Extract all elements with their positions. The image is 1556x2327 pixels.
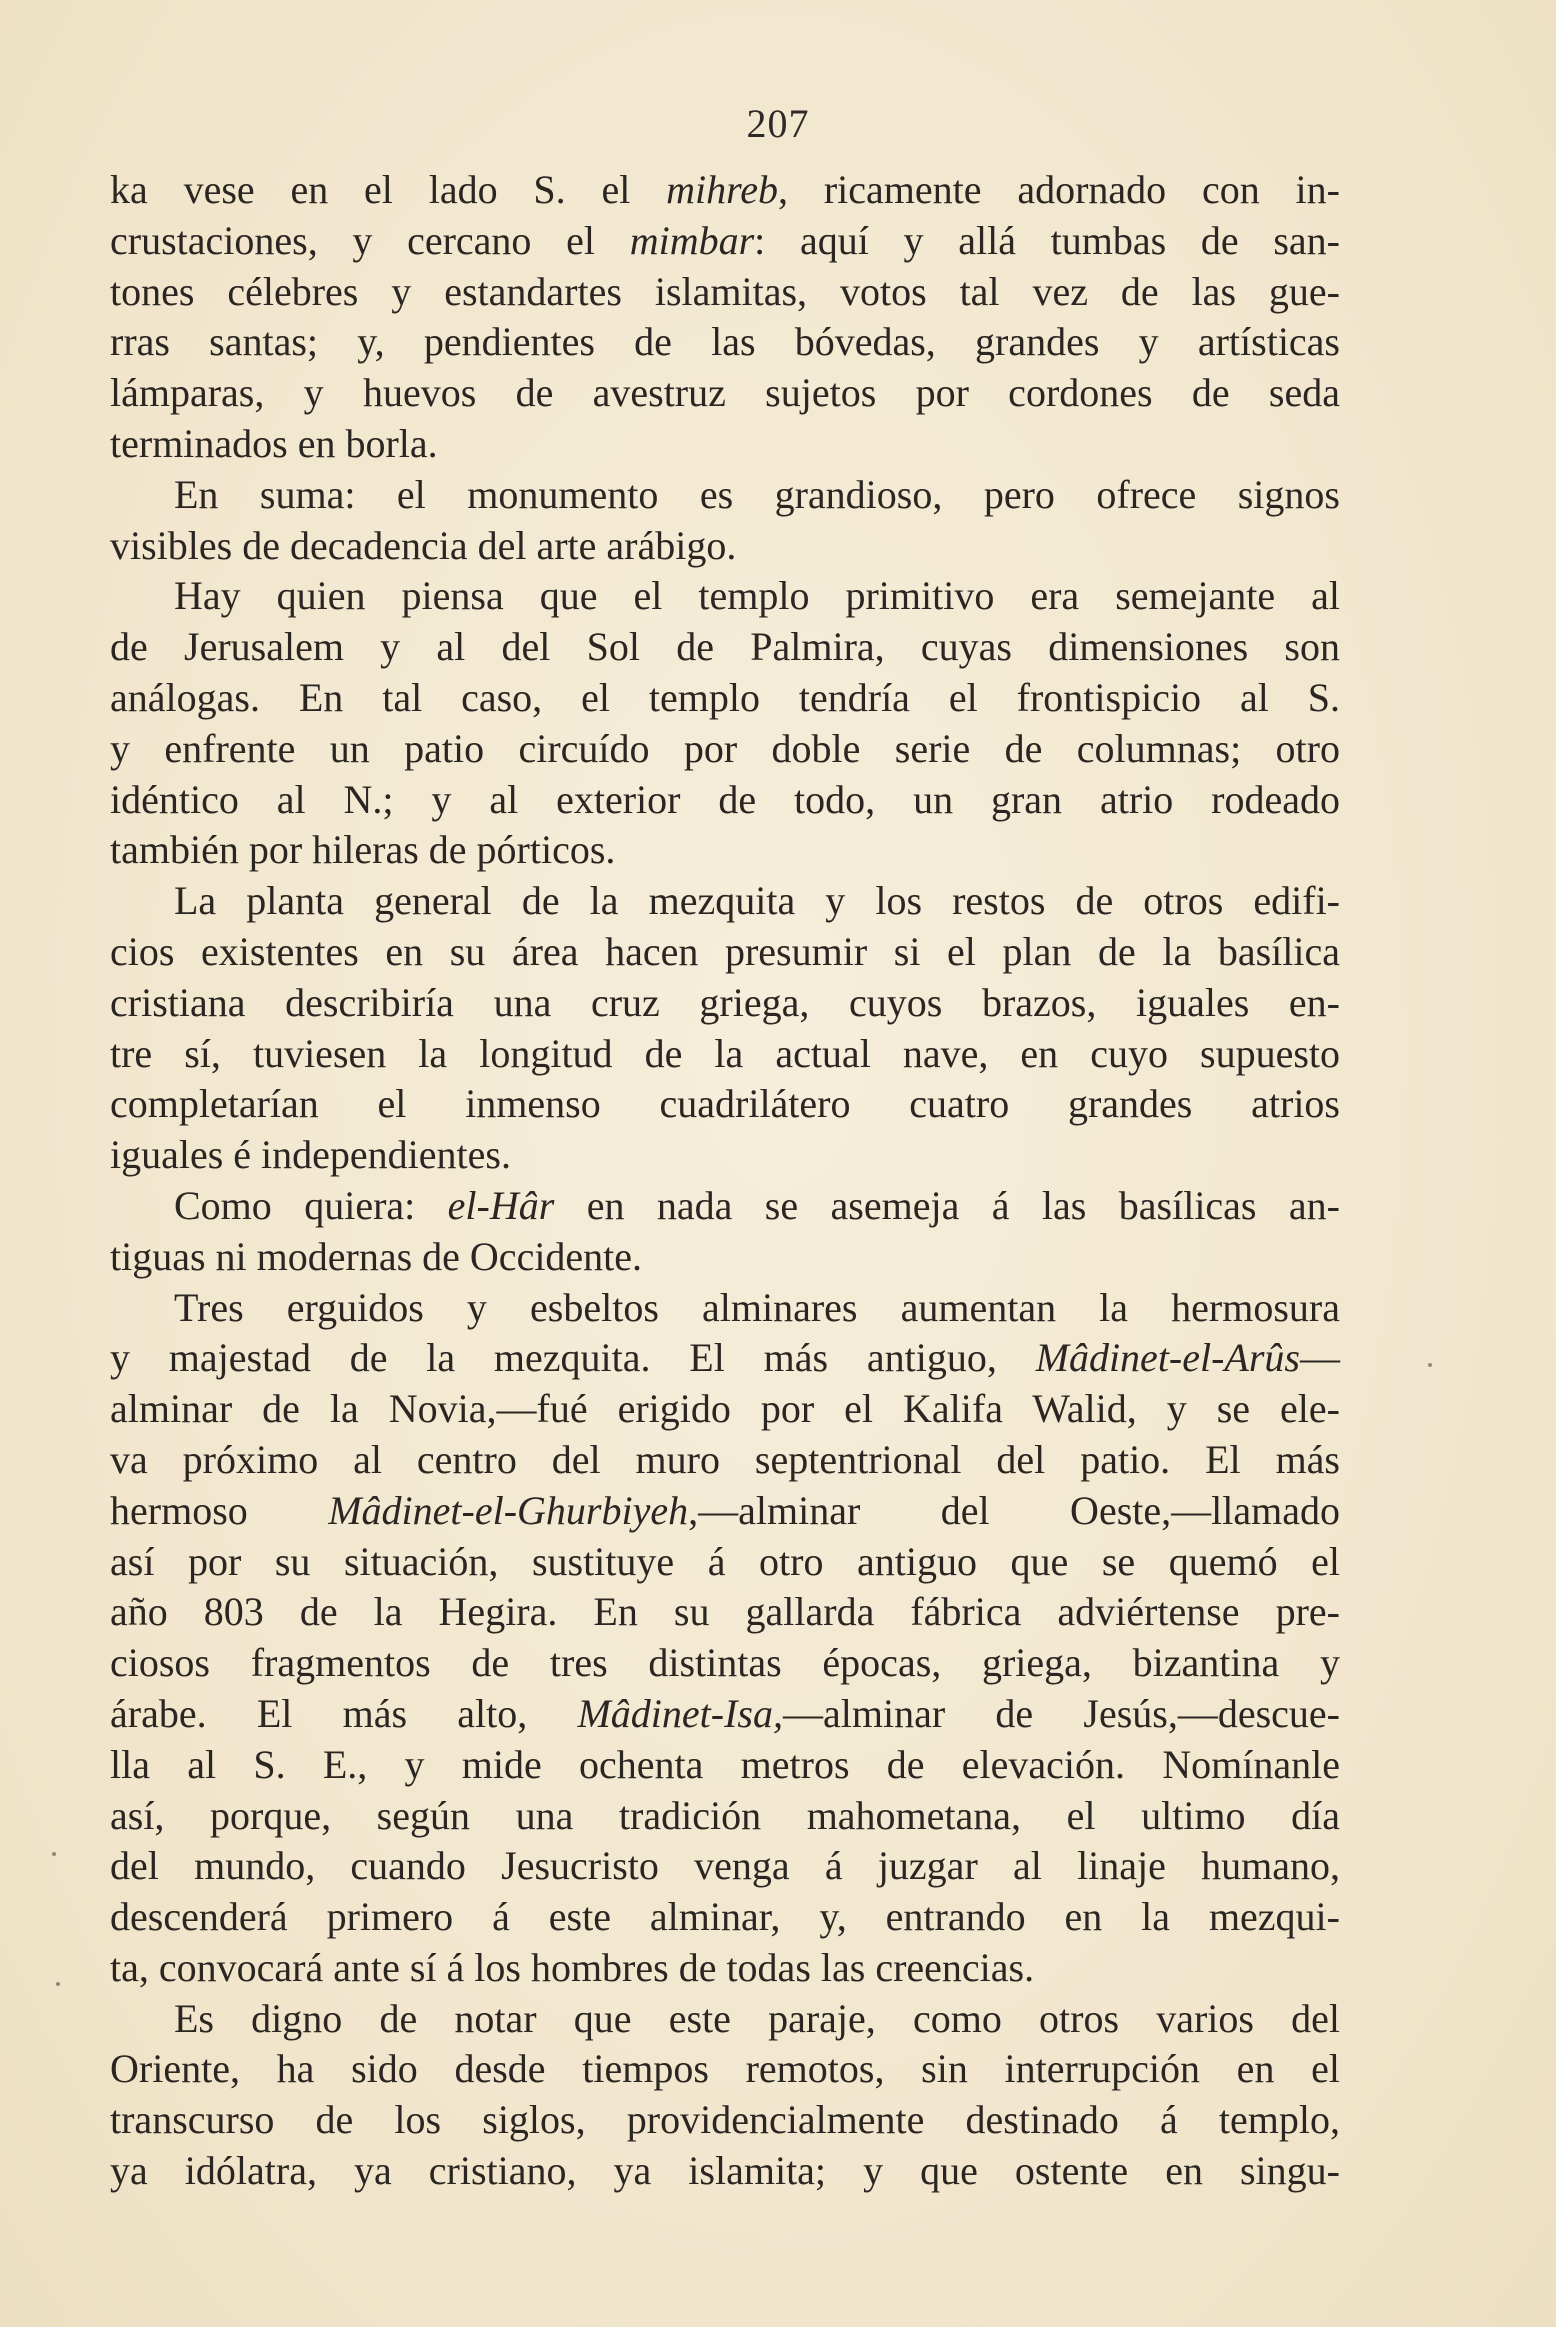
text-segment: En suma: el monumento es grandioso, pero ofrece signos	[174, 471, 1340, 517]
text-line	[110, 1384, 1340, 1435]
text-segment: visibles de decadencia del arte arábigo.	[110, 522, 737, 568]
text-line	[110, 2044, 1340, 2095]
text-line	[110, 1486, 1340, 1537]
margin-speck	[56, 1982, 60, 1986]
page-number: 207	[746, 101, 810, 146]
text-segment: cristiana describiría una cruz griega, cuyos brazos, iguales en-	[110, 979, 1340, 1025]
text-segment: cios existentes en su área hacen presumir si el plan de la basílica	[110, 928, 1340, 974]
text-line	[110, 1181, 1340, 1232]
text-segment: así, porque, según una tradición mahometana, el ultimo día	[110, 1792, 1340, 1838]
italic-term: mimbar	[629, 217, 755, 263]
text-line	[110, 825, 1340, 876]
text-line	[110, 1892, 1340, 1943]
italic-term: el-Hâr	[447, 1182, 555, 1228]
text-segment: : aquí y allá tumbas de san-	[754, 217, 1341, 263]
text-line	[110, 927, 1340, 978]
text-segment: ta, convocará ante sí á los hombres de todas las creencias.	[110, 1944, 1035, 1990]
text-line	[110, 1079, 1340, 1130]
text-line	[110, 1689, 1340, 1740]
text-line	[110, 622, 1340, 673]
text-line	[110, 775, 1340, 826]
text-segment: —alminar de Jesús,—descue-	[783, 1690, 1340, 1736]
text-segment: año 803 de la Hegira. En su gallarda fábrica adviértense pre-	[110, 1589, 1340, 1635]
text-segment: alminar de la Novia,—fué erigido por el Kalifa Walid, y se ele-	[110, 1386, 1340, 1432]
text-segment: Es digno de notar que este paraje, como otros varios del	[174, 1995, 1340, 2041]
text-segment: lámparas, y huevos de avestruz sujetos por cordones de seda	[110, 370, 1340, 416]
text-segment: iguales é independientes.	[110, 1132, 511, 1178]
text-line	[110, 470, 1340, 521]
text-line	[110, 165, 1340, 216]
text-line	[110, 521, 1340, 572]
text-segment: idéntico al N.; y al exterior de todo, un gran atrio rodeado	[110, 776, 1340, 822]
text-line	[110, 1283, 1340, 1334]
text-line	[110, 1943, 1340, 1994]
text-segment: rras santas; y, pendientes de las bóvedas, grandes y artísticas	[110, 319, 1340, 365]
text-line	[110, 2146, 1340, 2197]
text-line	[110, 1841, 1340, 1892]
text-segment: así por su situación, sustituye á otro antiguo que se quemó el	[110, 1538, 1340, 1584]
text-line	[110, 1638, 1340, 1689]
text-line	[110, 876, 1340, 927]
text-segment: lla al S. E., y mide ochenta metros de elevación. Nomínanle	[110, 1741, 1340, 1787]
text-line	[110, 978, 1340, 1029]
italic-term: Mâdinet-el-Arûs	[1035, 1335, 1300, 1381]
text-line	[110, 368, 1340, 419]
text-line	[110, 1537, 1340, 1588]
text-segment: ciosos fragmentos de tres distintas épocas, griega, bizantina y	[110, 1640, 1340, 1686]
text-segment: del mundo, cuando Jesucristo venga á juzgar al linaje humano,	[110, 1843, 1340, 1889]
text-segment: —	[1300, 1335, 1340, 1381]
text-segment: análogas. En tal caso, el templo tendría el frontispicio al S.	[110, 674, 1340, 720]
text-line	[110, 1435, 1340, 1486]
text-segment: en nada se asemeja á las basílicas an-	[554, 1182, 1340, 1228]
text-segment: ,—alminar del Oeste,—llamado	[688, 1487, 1340, 1533]
margin-speck	[52, 1852, 56, 1856]
text-line	[110, 1029, 1340, 1080]
text-segment: hermoso	[110, 1487, 329, 1533]
text-line	[110, 1740, 1340, 1791]
italic-term: Mâdinet-Isa,	[577, 1690, 783, 1736]
text-line	[110, 571, 1340, 622]
text-segment: transcurso de los siglos, providencialmente destinado á templo,	[110, 2097, 1340, 2143]
text-segment: terminados en borla.	[110, 420, 438, 466]
text-segment: completarían el inmenso cuadrilátero cuatro grandes atrios	[110, 1081, 1340, 1127]
text-line	[110, 1333, 1340, 1384]
margin-speck	[1428, 1363, 1432, 1367]
italic-term: Mâdinet-el-Ghurbiyeh	[328, 1487, 689, 1533]
text-line	[110, 419, 1340, 470]
text-segment: descenderá primero á este alminar, y, entrando en la mezqui-	[110, 1894, 1340, 1940]
text-line	[110, 216, 1340, 267]
text-line	[110, 1130, 1340, 1181]
text-line	[110, 724, 1340, 775]
text-segment: árabe. El más alto,	[110, 1690, 578, 1736]
text-line	[110, 1587, 1340, 1638]
text-line	[110, 2095, 1340, 2146]
text-line	[110, 1994, 1340, 2045]
text-line	[110, 673, 1340, 724]
text-segment: Tres erguidos y esbeltos alminares aumentan la hermosura	[174, 1284, 1340, 1330]
body-text	[110, 165, 1340, 2197]
text-segment: y majestad de la mezquita. El más antiguo,	[110, 1335, 1036, 1381]
text-segment: , ricamente adornado con in-	[778, 167, 1340, 212]
text-segment: crustaciones, y cercano el	[110, 217, 630, 263]
text-segment: va próximo al centro del muro septentrional del patio. El más	[110, 1436, 1340, 1482]
text-segment: tre sí, tuviesen la longitud de la actual nave, en cuyo supuesto	[110, 1030, 1340, 1076]
text-segment: ya idólatra, ya cristiano, ya islamita; y que ostente en singu-	[110, 2148, 1340, 2194]
text-segment: también por hileras de pórticos.	[110, 827, 616, 873]
text-segment: de Jerusalem y al del Sol de Palmira, cuyas dimensiones son	[110, 624, 1340, 670]
text-segment: y enfrente un patio circuído por doble serie de columnas; otro	[110, 725, 1340, 771]
text-line	[110, 317, 1340, 368]
text-segment: La planta general de la mezquita y los restos de otros edifi-	[174, 878, 1340, 924]
text-segment: Como quiera:	[174, 1182, 448, 1228]
text-segment: Oriente, ha sido desde tiempos remotos, sin interrupción en el	[110, 2046, 1340, 2092]
text-line	[110, 1791, 1340, 1842]
text-segment: ka vese en el lado S. el	[110, 167, 667, 212]
text-line	[110, 267, 1340, 318]
italic-term: mihreb	[666, 167, 779, 212]
text-segment: Hay quien piensa que el templo primitivo era semejante al	[174, 573, 1340, 619]
text-segment: tiguas ni modernas de Occidente.	[110, 1233, 643, 1279]
text-line	[110, 1232, 1340, 1283]
text-segment: tones célebres y estandartes islamitas, votos tal vez de las gue-	[110, 268, 1340, 314]
